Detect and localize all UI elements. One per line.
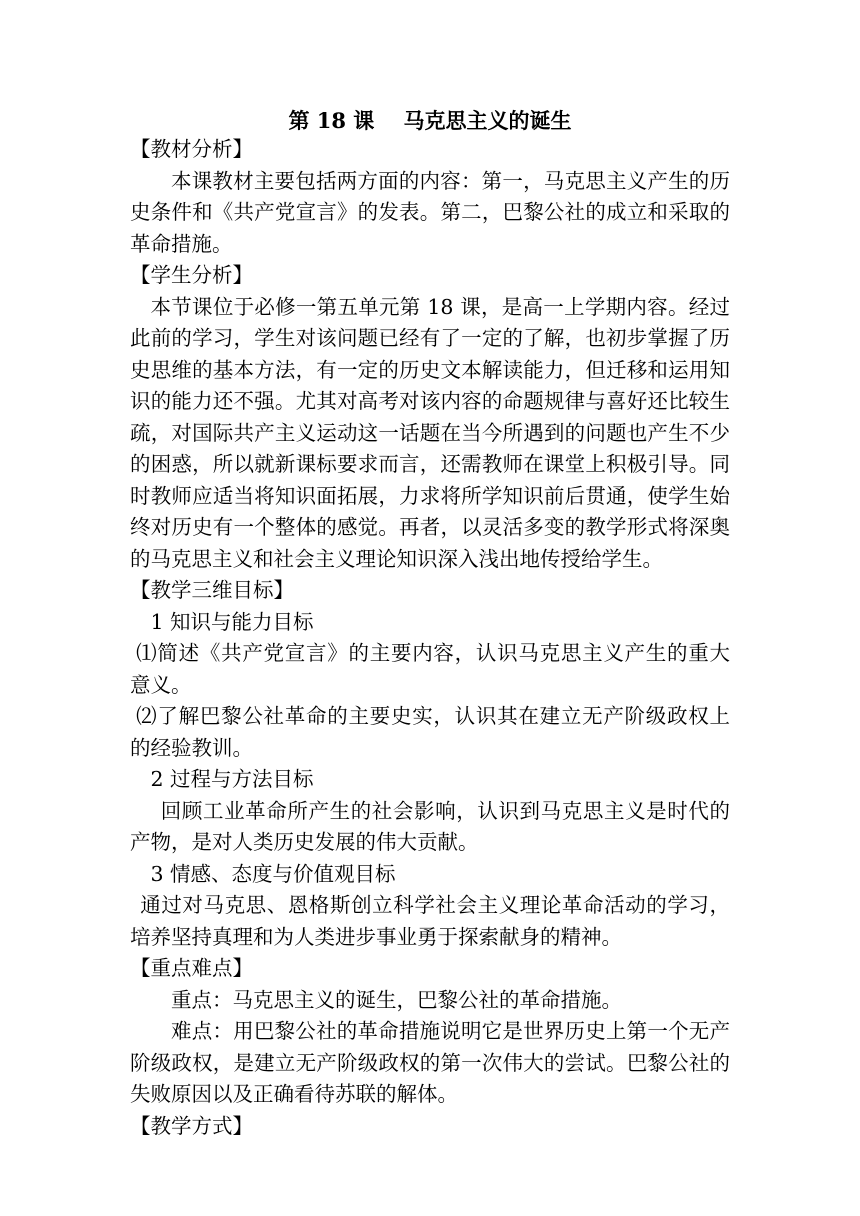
paragraph-student-analysis: 本节课位于必修一第五单元第 18 课，是高一上学期内容。经过此前的学习，学生对该问题已经有了一定的了解，也初步掌握了历史思维的基本方法，有一定的历史文本解读能力，但迁移和运用知识的能力还不强。尤其对高考对该内容的命题规律与喜好还比较生疏，对国际共产主义运动这一话题在当今所遇到的问题也产生不少的困惑，所以就新课标要求而言，还需教师在课堂上积极引导。同时教师应适当将知识面拓展，力求将所学知识前后贯通，使学生始终对历史有一个整体的感觉。再者，以灵活多变的教学形式将深奥的马克思主义和社会主义理论知识深入浅出地传授给学生。 <box>130 294 730 571</box>
goal-2-title: 2 过程与方法目标 <box>150 767 314 791</box>
goal-1-title: 1 知识与能力目标 <box>150 609 314 634</box>
goal-1-item-1: ⑴简述《共产党宣言》的主要内容，认识马克思主义产生的重大意义。 <box>130 641 730 697</box>
goal-3-title: 3 情感、态度与价值观目标 <box>150 861 396 886</box>
section-heading-objectives: 【教学三维目标】 <box>130 578 294 602</box>
key-point: 重点：马克思主义的诞生，巴黎公社的革命措施。 <box>171 987 622 1012</box>
goal-3-body: 通过对马克思、恩格斯创立科学社会主义理论革命活动的学习，培养坚持真理和为人类进步事业勇于探索献身的精神。 <box>130 893 730 949</box>
goal-2-body: 回顾工业革命所产生的社会影响，认识到马克思主义是时代的产物，是对人类历史发展的伟大贡献。 <box>130 798 730 854</box>
paragraph-textbook-analysis: 本课教材主要包括两方面的内容：第一，马克思主义产生的历史条件和《共产党宣言》的发表。第二，巴黎公社的成立和采取的革命措施。 <box>130 168 730 256</box>
difficult-point: 难点：用巴黎公社的革命措施说明它是世界历史上第一个无产阶级政权，是建立无产阶级政权的第一次伟大的尝试。巴黎公社的失败原因以及正确看待苏联的解体。 <box>130 1019 730 1106</box>
document-body <box>130 134 730 1142</box>
goal-1-item-2: ⑵了解巴黎公社革命的主要史实，认识其在建立无产阶级政权上的经验教训。 <box>130 704 730 760</box>
section-heading-teaching-method: 【教学方式】 <box>130 1113 253 1138</box>
section-heading-textbook-analysis: 【教材分析】 <box>130 137 253 161</box>
section-heading-student-analysis: 【学生分析】 <box>130 263 253 287</box>
page-title: 第 18 课 马克思主义的诞生 <box>288 108 572 133</box>
section-heading-key-points: 【重点难点】 <box>130 956 253 980</box>
